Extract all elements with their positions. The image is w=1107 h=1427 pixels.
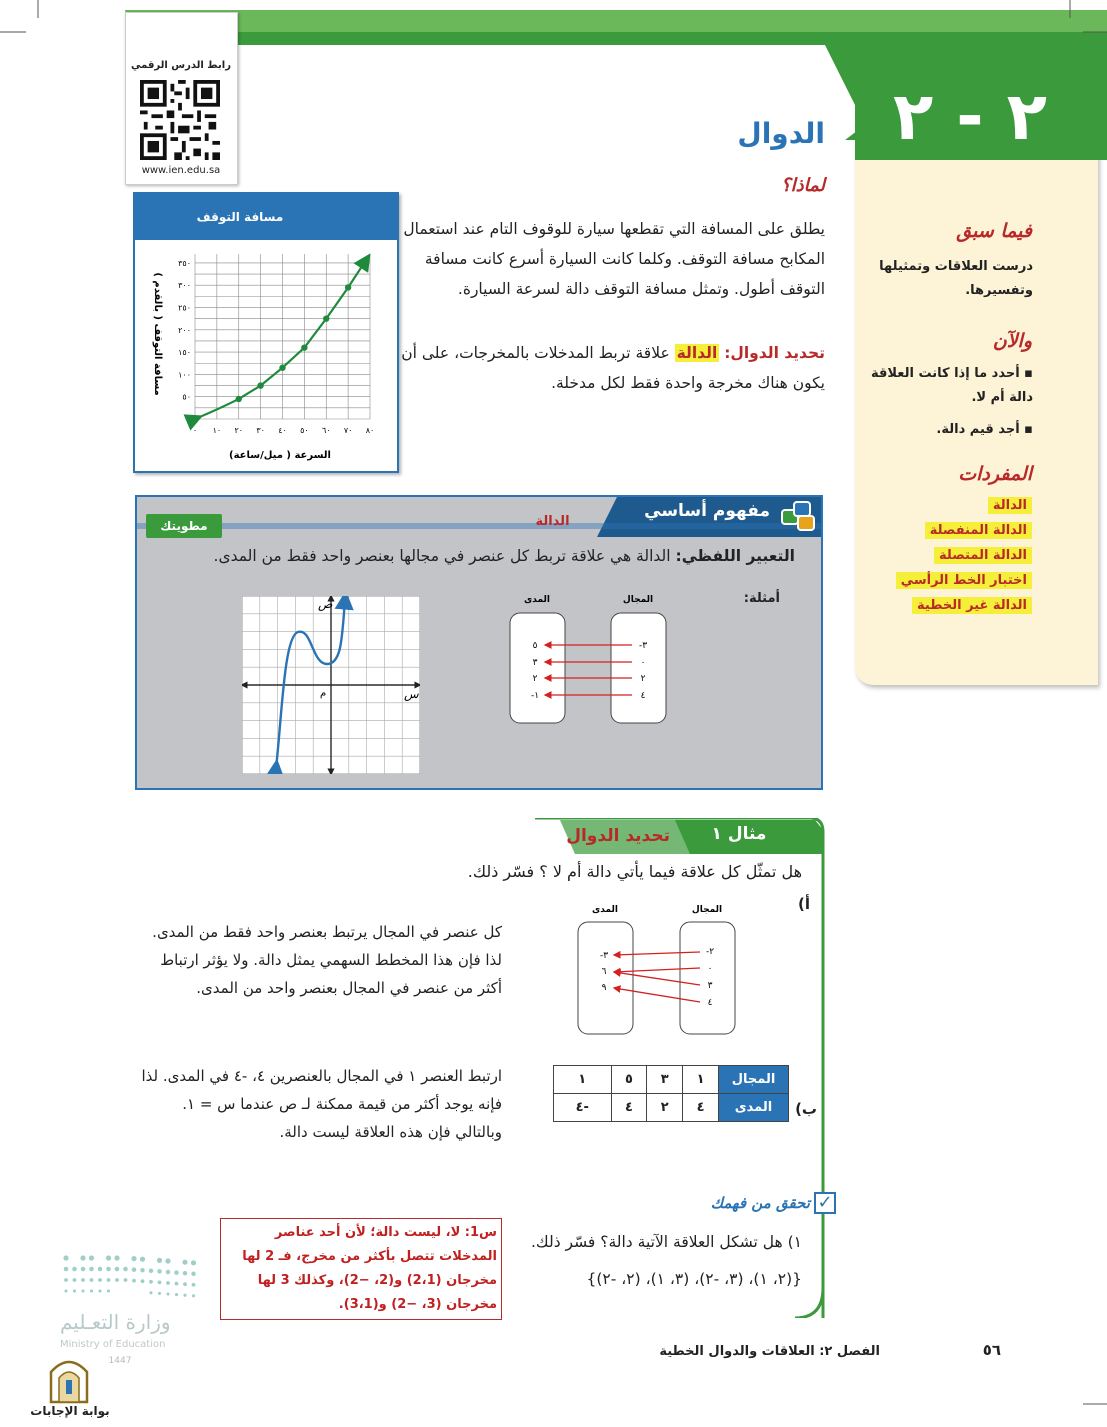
check-understanding-heading: تحقق من فهمك (710, 1194, 810, 1212)
domain-value: ٠ (707, 964, 713, 974)
check-relation-set: {(٢، ١)، (٣، -٢)، (٣، ١)، (٢، -٢)} (586, 1270, 802, 1288)
logo-dot (80, 1255, 85, 1260)
definition-paragraph (400, 338, 825, 398)
data-point (279, 365, 285, 371)
domain-value: ٣ (707, 981, 713, 991)
part-a-label: أ) (798, 895, 810, 913)
ministry-year: 1447 (108, 1356, 132, 1366)
logo-dot (141, 1279, 145, 1283)
check-question: ١) هل تشكل العلاقة الآتية دالة؟ فسّر ذلك. (530, 1233, 802, 1251)
logo-dot (73, 1278, 77, 1282)
logo-dot (165, 1258, 170, 1263)
examples-label: أمثلة: (743, 591, 780, 606)
chart-title: مسافة التوقف (196, 210, 284, 224)
previously-text: درست العلاقات وتمثيلها وتفسيرها. (879, 259, 1033, 298)
logo-dot (166, 1292, 169, 1295)
key-concept-icon (780, 500, 818, 534)
example-title: مثال ١ (711, 824, 767, 844)
x-tick-label: ٣٠ (256, 426, 265, 435)
x-tick-label: ٧٠ (343, 426, 353, 435)
x-tick-label: ٥٠ (300, 426, 309, 435)
words-label: التعبير اللفظي: (675, 547, 795, 565)
domain-label: المجال (691, 905, 723, 915)
logo-dot (132, 1279, 136, 1283)
logo-dot (149, 1269, 154, 1274)
logo-dot (131, 1256, 136, 1261)
logo-dot (72, 1267, 77, 1272)
logo-dot (107, 1278, 111, 1282)
logo-dot (158, 1292, 161, 1295)
range-value: ٣ (532, 658, 538, 668)
logo-dot (149, 1291, 152, 1294)
part-b-table (553, 1065, 789, 1122)
example-subtitle: تحديد الدوال (566, 826, 670, 846)
checkmark-icon: ✓ (814, 1192, 836, 1214)
now-item: ▪ أحدد ما إذا كانت العلاقة دالة أم لا. (871, 366, 1033, 405)
range-value: ٦ (601, 967, 607, 977)
table-cell: ٢ (647, 1094, 683, 1122)
digital-lesson-url[interactable]: www.ien.edu.sa (141, 165, 221, 176)
why-heading: لماذا؟ (781, 175, 825, 196)
logo-dot (182, 1260, 187, 1265)
chart-x-axis-label: السرعة ( ميل/ساعة) (229, 450, 331, 461)
table-cell: ٤ (611, 1094, 647, 1122)
definition-text: علاقة تربط المدخلات بالمخرجات، على أن يكون هناك مخرجة واحدة فقط لكل مدخلة. (401, 344, 825, 392)
logo-dot (98, 1278, 102, 1282)
y-tick-label: ٣٠٠ (178, 281, 191, 291)
logo-dot (192, 1283, 196, 1287)
chapter-label: الفصل ٢: (819, 1344, 880, 1359)
now-heading: والآن (992, 330, 1032, 352)
data-point (345, 284, 351, 290)
logo-dot (175, 1282, 179, 1286)
x-tick-label: ٢٠ (234, 426, 244, 435)
table-cell: ٤ (683, 1094, 719, 1122)
logo-dot (81, 1289, 84, 1292)
domain-value: -٢ (705, 947, 715, 957)
logo-dot (106, 1255, 111, 1260)
part-b-explanation: ارتبط العنصر ١ في المجال بالعنصرين ٤، -٤ في المدى. لذا فإنه يوجد أكثر من قيمة ممكنة لـ ص عندما س = ١. وبالتالي فإن هذه العلاقة ليست دالة. (141, 1067, 502, 1141)
logo-dot (89, 1267, 94, 1272)
table-cell: ٥ (611, 1066, 647, 1094)
logo-dot (166, 1270, 171, 1275)
vocab-item: اختبار الخط الرأسي (896, 572, 1032, 589)
chart-series (195, 261, 366, 419)
data-point (236, 396, 242, 402)
logo-dot (114, 1255, 119, 1260)
y-tick-label: ٢٠٠ (178, 325, 191, 335)
y-tick-label: ٥٠ (182, 392, 191, 402)
logo-dot (64, 1289, 67, 1292)
logo-dot (191, 1272, 196, 1277)
qr-code-icon[interactable] (140, 80, 220, 160)
chapter-title: العلاقات والدوال الخطية (659, 1344, 815, 1359)
domain-value: ٤ (640, 691, 646, 701)
stopping-distance-chart (135, 194, 397, 471)
x-tick-label: ١٠ (212, 426, 222, 435)
logo-dot (115, 1278, 119, 1282)
chart-grid (195, 254, 370, 419)
vocab-item: الدالة غير الخطية (912, 597, 1032, 614)
key-concept-box (135, 495, 823, 790)
y-tick-label: ٣٥٠ (178, 258, 191, 268)
answer-text: س1: لا، ليست دالة؛ لأن أحد عناصر المدخلات تتصل بأكثر من مخرج، فـ 2 لها مخرجان (2،1) و(2، −2)، وكذلك 3 لها مخرجان (3، −2) و(3،1). (242, 1225, 497, 1312)
logo-dot (191, 1260, 196, 1265)
logo-dot (183, 1271, 188, 1276)
logo-dot (166, 1281, 170, 1285)
chapter-footer (600, 1344, 880, 1359)
x-tick-label: ٤٠ (278, 426, 287, 435)
table-header: المجال (719, 1066, 789, 1094)
logo-dot (140, 1257, 145, 1262)
logo-dot (123, 1267, 128, 1272)
logo-dot (107, 1289, 110, 1292)
table-header: المدى (719, 1094, 789, 1122)
logo-dot (183, 1282, 187, 1286)
logo-dot (124, 1278, 128, 1282)
definition-lead: تحديد الدوال: (724, 344, 825, 362)
ministry-name-arabic: وزارة التعـليم (60, 1310, 171, 1334)
lesson-title: الدوال (737, 117, 825, 150)
logo-dot (140, 1268, 145, 1273)
range-value: ٥ (532, 641, 538, 651)
example-question: هل تمثّل كل علاقة فيما يأتي دالة أم لا ؟ فسّر ذلك. (467, 862, 802, 881)
key-concept-subtitle: الدالة (535, 514, 570, 529)
data-point (323, 315, 329, 321)
logo-dot (183, 1294, 186, 1297)
logo-dot (89, 1255, 94, 1260)
ministry-name-english: Ministry of Education (60, 1339, 166, 1350)
answers-gate-logo-icon (45, 1352, 93, 1404)
key-concept-title: مفهوم أساسي (644, 501, 770, 521)
digital-lesson-caption: رابط الدرس الرقمي (131, 60, 231, 71)
logo-dot (73, 1289, 76, 1292)
part-b-label: ب) (795, 1100, 817, 1118)
foldable-badge: مطويتك (146, 514, 222, 538)
key-concept-words (150, 547, 795, 565)
ministry-logo-icon (60, 1250, 200, 1310)
y-tick-label: ١٥٠ (178, 348, 191, 358)
why-paragraph: يطلق على المسافة التي تقطعها سيارة للوقوف التام عند استعمال المكابح مسافة التوقف. وكلما كانت السيارة أسرع كانت مسافة التوقف أطول. وتمثل مسافة التوقف دالة لسرعة السيارة. (403, 220, 825, 298)
table-row (554, 1066, 789, 1094)
logo-dot (115, 1267, 120, 1272)
mapping-diagram (505, 590, 675, 730)
table-cell: ٣ (647, 1066, 683, 1094)
x-tick-label: ٨٠ (365, 426, 375, 435)
table-cell: ١ (683, 1066, 719, 1094)
series-line (195, 261, 366, 419)
domain-label: المجال (622, 595, 654, 605)
definition-term: الدالة (676, 344, 718, 362)
x-tick-label: ٠ (192, 426, 198, 435)
logo-dot (149, 1280, 153, 1284)
range-label: المدى (592, 905, 618, 915)
cubic-function-graph (242, 596, 420, 774)
logo-dot (81, 1278, 85, 1282)
vocab-item: الدالة المنفصلة (925, 522, 1032, 539)
vocab-item: الدالة (988, 497, 1032, 514)
now-item: ▪ أجد قيم دالة. (936, 422, 1033, 437)
logo-dot (98, 1289, 101, 1292)
y-axis-label: ص (318, 597, 333, 611)
logo-dot (174, 1270, 179, 1275)
logo-dot (90, 1289, 93, 1292)
origin-label: م (320, 688, 327, 699)
logo-dot (64, 1267, 69, 1272)
table-row (554, 1094, 789, 1122)
range-label: المدى (524, 595, 550, 605)
handwritten-answer-box (220, 1218, 502, 1320)
logo-dot (81, 1267, 86, 1272)
example-a-mapping-diagram (570, 900, 750, 1040)
words-text: الدالة هي علاقة تربط كل عنصر في مجالها بعنصر واحد فقط من المدى. (213, 547, 671, 565)
data-point (257, 382, 263, 388)
data-point (301, 344, 307, 350)
previously-heading: فيما سبق (956, 220, 1032, 242)
logo-dot (192, 1294, 195, 1297)
vocabulary-heading: المفردات (958, 463, 1032, 485)
range-value: ٩ (601, 983, 607, 993)
table-cell: -٤ (554, 1094, 612, 1122)
logo-dot (158, 1281, 162, 1285)
vocab-item: الدالة المتصلة (934, 547, 1032, 564)
x-tick-label: ٦٠ (321, 426, 331, 435)
part-a-explanation: كل عنصر في المجال يرتبط بعنصر واحد فقط من المدى. لذا فإن هذا المخطط السهمي يمثل دالة. ولا يؤثر ارتباط أكثر من عنصر في المجال بعنصر واحد من المدى. (152, 923, 502, 997)
table-cell: ١ (554, 1066, 612, 1094)
logo-dot (90, 1278, 94, 1282)
y-tick-label: ١٠٠ (178, 370, 191, 380)
logo-dot (98, 1267, 103, 1272)
domain-value: ٤ (707, 998, 713, 1008)
logo-dot (106, 1267, 111, 1272)
logo-dot (175, 1293, 178, 1296)
chart-y-axis-label: مسافة التوقف ( بالقدم ) (152, 272, 163, 396)
range-value: ٢ (532, 674, 538, 684)
domain-value: -٣ (638, 641, 648, 651)
logo-dot (64, 1278, 68, 1282)
range-value: -٣ (599, 951, 609, 961)
range-value: -١ (530, 691, 540, 701)
logo-dot (157, 1258, 162, 1263)
y-tick-label: ٢٥٠ (178, 303, 191, 313)
page-number: ٥٦ (982, 1341, 1001, 1359)
x-axis-label: س (404, 687, 419, 701)
logo-dot (132, 1267, 137, 1272)
answers-gate-label[interactable]: بوابة الإجابات (30, 1404, 110, 1418)
domain-value: ٠ (640, 658, 646, 668)
lesson-number: ٢ - ٢ (893, 78, 1047, 155)
logo-dot (157, 1269, 162, 1274)
domain-value: ٢ (640, 674, 646, 684)
logo-dot (63, 1255, 68, 1260)
